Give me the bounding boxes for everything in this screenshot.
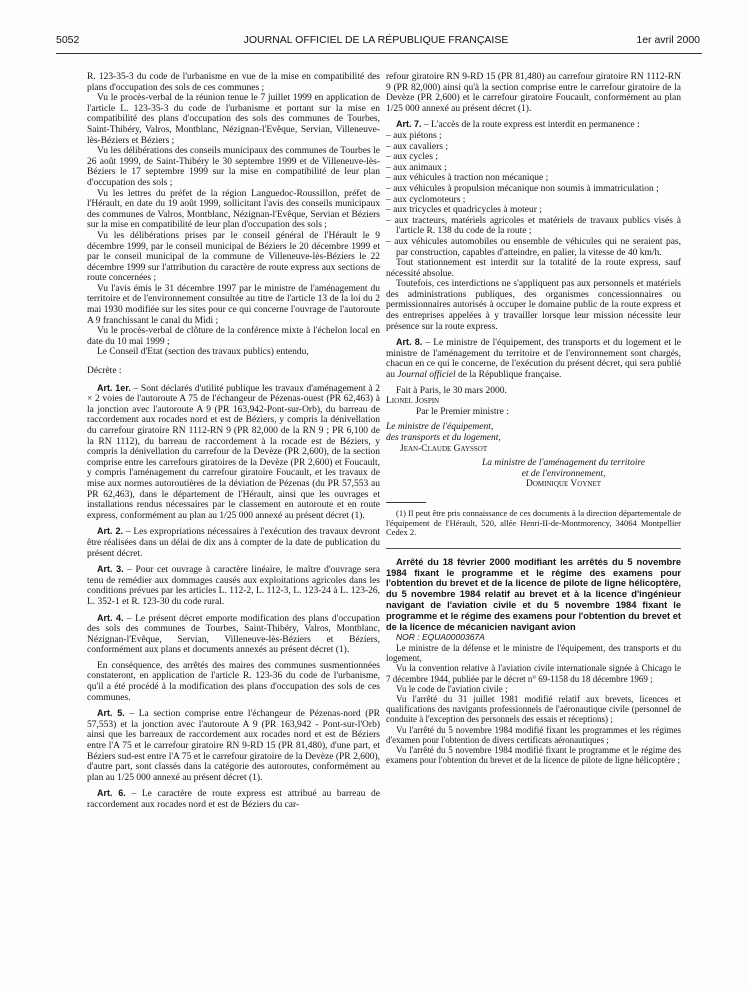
article-label: Art. 3. bbox=[97, 564, 124, 575]
visa-paragraph: Vu les délibérations des conseils municipaux des communes de Tourbes le 26 août 1999, de Saint-Thibéry le 30 septembre 1999 et de Villeneuve-lès-Béziers le 17 septembre 1999 sur la mise en compatibilité de leur plan d'occupation des sols ; bbox=[87, 146, 380, 188]
article-label: Art. 4. bbox=[97, 612, 124, 623]
visa-paragraph: R. 123-35-3 du code de l'urbanisme en vue de la mise en compatibilité des plans d'occupation des sols de ces communes ; bbox=[87, 72, 380, 93]
fait-a-paris: Fait à Paris, le 30 mars 2000. bbox=[396, 385, 507, 396]
article-2 bbox=[87, 526, 380, 559]
minister-title: La ministre de l'aménagement du territoire bbox=[481, 458, 646, 469]
article-text: – Pour cet ouvrage à caractère linéaire, le maître d'ouvrage sera tenu de remédier aux dommages causés aux exploitations agricoles dans les conditions prévues par les articles L. 112-2, L. 112-3, L. 123-24 à L. 123-26, L. 352-1 et R. 123-30 du code rural. bbox=[87, 565, 380, 607]
nor-reference: NOR : EQUA0000367A bbox=[396, 632, 485, 643]
article-text: – Le présent décret emporte modification des plans d'occupation des sols des communes de Tourbes, Saint-Thibéry, Valros, Montblanc, Nézignan-l'Evêque, Servian, Villeneuve-lès-Béziers et Béziers, conformément aux plans et documents annexés au présent décret (1). bbox=[87, 613, 380, 656]
signature-prime-minister: Lionel Jospin bbox=[386, 396, 440, 407]
footnote: (1) Il peut être pris connaissance de ces documents à la direction départementale de l'équipement de l'Hérault, 520, allée Henri-II-de-Montmorency, 34064 Montpellier Cedex 2. bbox=[386, 507, 681, 538]
article-4 bbox=[87, 613, 380, 656]
visa-paragraph: Vu le procès-verbal de clôture de la conférence mixte à l'échelon local en date du 10 mai 1999 ; bbox=[87, 326, 380, 347]
list-item: – aux véhicules automobiles ou ensemble de véhicules qui ne seraient pas, par construction, capables d'atteindre, en palier, la vitesse de 40 km/h. bbox=[386, 236, 681, 258]
arrete-title: Arrêté du 18 février 2000 modifiant les arrêtés du 5 novembre 1984 fixant le programme et le régime des examens pour l'obtention du brevet et de la licence de pilote de ligne hélicoptère, du 5 novembre 1984 relatif au brevet et à la licence d'ingénieur navigant de l'aviation civile et du 5 novembre 1984 fixant le programme et le régime des examens pour l'obtention du brevet et de la licence de mécanicien navigant avion bbox=[386, 556, 681, 632]
list-item: – aux piétons ; bbox=[386, 130, 442, 141]
article-text: – Le caractère de route express est attribué au barreau de raccordement aux rocades nord et est de Béziers du car- bbox=[87, 789, 380, 810]
paragraph: Toutefois, ces interdictions ne s'appliquent pas aux personnels et matériels des administrations publiques, des organismes concessionnaires ou permissionnaires autorisés à occuper le domaine public de la route express et des entreprises appelées à y travailler lorsque leur mission nécessite leur présence sur la route express. bbox=[386, 279, 681, 332]
arrete-visa: Vu la convention relative à l'aviation civile internationale signée à Chicago le 7 décembre 1944, publiée par le décret n° 69-1158 du 18 décembre 1969 ; bbox=[386, 663, 681, 684]
prohibition-list bbox=[386, 131, 681, 258]
list-item: – aux cycles ; bbox=[386, 152, 438, 163]
article-label: Art. 8. bbox=[396, 337, 423, 348]
article-6 bbox=[87, 788, 380, 810]
article-5 bbox=[87, 708, 380, 783]
minister-title: et de l'environnement, bbox=[521, 468, 606, 479]
article-text: – L'accès de la route express est interdit en permanence : bbox=[421, 120, 640, 131]
left-column bbox=[87, 72, 380, 811]
article-label: Art. 5. bbox=[97, 708, 125, 719]
list-item: – aux véhicules à propulsion mécanique non soumis à immatriculation ; bbox=[386, 183, 659, 194]
list-item: – aux tracteurs, matériels agricoles et matériels de travaux publics visés à l'article R. 138 du code de la route ; bbox=[386, 215, 681, 237]
arrete-visa: Vu l'arrêté du 31 juillet 1981 modifié relatif aux brevets, licences et qualifications des navigants professionnels de l'aéronautique civile (personnel de conduite à l'exception des personnels des essais et réceptions) ; bbox=[386, 693, 681, 725]
par-premier-ministre: Par le Premier ministre : bbox=[416, 406, 509, 417]
list-item: – aux cavaliers ; bbox=[386, 141, 448, 152]
arrete-intro: Le ministre de la défense et le ministre de l'équipement, des transports et du logement, bbox=[386, 642, 681, 664]
list-item: – aux tricycles et quadricycles à moteur ; bbox=[386, 205, 542, 216]
right-column bbox=[386, 72, 681, 765]
article-label: Art. 1er. bbox=[97, 382, 131, 393]
footnote-rule bbox=[386, 502, 426, 503]
visa-paragraph: Vu les lettres du préfet de la région Languedoc-Roussillon, préfet de l'Hérault, en date du 19 août 1999, sollicitant l'avis des conseils municipaux des communes de Valros, Montblanc, Nézignan-l'Evêque, Servian et Béziers sur la mise en compatibilité de leur plan d'occupation des sols ; bbox=[87, 188, 380, 231]
article-text: – Le ministre de l'équipement, des transports et du logement et le ministre de l'aménagement du territoire et de l'environnement sont chargés, chacun en ce qui le concerne, de l'exécution du présent décret, qui sera publié au bbox=[386, 338, 681, 381]
minister-title: Le ministre de l'équipement, bbox=[386, 422, 494, 433]
list-item: – aux animaux ; bbox=[386, 162, 447, 173]
article-3 bbox=[87, 564, 380, 607]
article-8 bbox=[386, 337, 681, 380]
list-item: – aux cyclomoteurs ; bbox=[386, 194, 466, 205]
section-divider bbox=[386, 548, 681, 549]
article-text: – La section comprise entre l'échangeur de Pézenas-nord (PR 57,553) et la jonction avec l'autoroute A 9 (PR 163,942 - Pont-sur-l'Orb) ainsi que les barreaux de raccordement aux rocades nord et est de Béziers entre l'A 75 et le carrefour giratoire RN 9-RD 15 (PR 81,480), d'une part, et Béziers sud-est entre l'A 75 et le carrefour giratoire de la Devèze (PR 2,600), d'autre part, sont classés dans la catégorie des autoroutes, conformément au plan au 1/25 000 annexé au présent décret (1). bbox=[87, 709, 380, 783]
article-text: – Les expropriations nécessaires à l'exécution des travaux devront être réalisées dans un délai de dix ans à compter de la date de publication du présent décret. bbox=[87, 527, 380, 559]
article-4-continuation: En conséquence, des arrêtés des maires des communes susmentionnées constateront, en application de l'article R. 123-36 du code de l'urbanisme, qu'il a été procédé à la modification des plans d'occupation des sols de ces communes. bbox=[87, 660, 380, 703]
list-item: – aux véhicules à traction non mécanique ; bbox=[386, 173, 549, 184]
article-text: – Sont déclarés d'utilité publique les travaux d'aménagement à 2 × 2 voies de l'autoroute A 75 de l'échangeur de Pézenas-ouest (PR 62,463) à la jonction avec l'autoroute A 9 (PR 163,942-Pont-sur-Orb), du barreau de raccordement aux rocades nord et est de Béziers, y compris la dénivellation du carrefour giratoire RN 1112-RN 9 (PR 82,000 de la RN 9 ; PR 6,100 de la RN 1112), du barreau de raccordement à la rocade est de Béziers, y compris la dénivellation du carrefour de la Devèze (PR 2,600), de la section comprise entre les carrefours giratoires de la Devèze (PR 2,600) et Foucault, y compris l'aménagement du carrefour giratoire Foucault, et les travaux de mise aux normes autoroutières de la déviation de Pézenas (du PR 57,553 au PR 62,463), dans le département de l'Hérault, ainsi que les ouvrages et installations rendus nécessaires par le classement en autoroute et en route express, conformément au plan au 1/25 000 annexé au présent décret (1). bbox=[87, 383, 380, 521]
paragraph: Tout stationnement est interdit sur la totalité de la route express, sauf nécessité absolue. bbox=[386, 258, 681, 279]
issue-date: 1er avril 2000 bbox=[636, 34, 700, 46]
arrete-visa: Vu l'arrêté du 5 novembre 1984 modifié fixant le programme et le régime des examens pour l'obtention du brevet et de la licence de pilote de ligne hélicoptère ; bbox=[386, 744, 681, 766]
page-header bbox=[52, 34, 700, 48]
article-1 bbox=[87, 383, 380, 522]
decrete-heading: Décrète : bbox=[87, 366, 122, 377]
visa-paragraph: Vu le procès-verbal de la réunion tenue le 7 juillet 1999 en application de l'article L. 123-35-3 du code de l'urbanisme et portant sur la mise en compatibilité des plans d'occupation des sols des communes de Tourbes, Saint-Thibéry, Valros, Montblanc, Nézignan-l'Evêque, Servian, Villeneuve-lès-Béziers et Béziers ; bbox=[87, 93, 380, 146]
visa-paragraph: Vu les délibérations prises par le conseil général de l'Hérault le 9 décembre 1999, par le conseil municipal de Béziers le 20 décembre 1999 et par le conseil municipal de la commune de Villeneuve-lès-Béziers le 22 décembre 1999 sur l'attribution du caractère de route express aux sections de route concernées ; bbox=[87, 230, 380, 284]
article-label: Art. 7. bbox=[396, 119, 422, 130]
visa-paragraph: Vu l'avis émis le 31 décembre 1997 par le ministre de l'aménagement du territoire et de l'environnement consultée au titre de l'article 13 de la loi du 2 mai 1930 modifiée sur les sites pour ce qui concerne l'ouvrage de l'autoroute A 9 franchissant le canal du Midi ; bbox=[87, 283, 380, 326]
journal-title: JOURNAL OFFICIEL DE LA RÉPUBLIQUE FRANÇAISE bbox=[243, 34, 509, 46]
article-label: Art. 6. bbox=[97, 788, 126, 799]
visa-paragraph: Le Conseil d'Etat (section des travaux publics) entendu, bbox=[97, 347, 309, 358]
arrete-visa: Vu l'arrêté du 5 novembre 1984 modifié fixant les programmes et les régimes d'examen pour l'obtention de divers certificats aéronautiques ; bbox=[386, 724, 681, 745]
journal-reference: Journal officiel bbox=[397, 370, 456, 381]
article-6-continuation: refour giratoire RN 9-RD 15 (PR 81,480) au carrefour giratoire RN 1112-RN 9 (PR 82,000) ainsi qu'à la section comprise entre le carrefour giratoire de la Devèze (PR 2,600) et le carrefour giratoire Foucault, conformément au plan 1/25 000 annexé au présent décret (1). bbox=[386, 72, 681, 114]
minister-name: Dominique Voynet bbox=[525, 479, 602, 490]
page-number: 5052 bbox=[56, 34, 80, 46]
article-label: Art. 2. bbox=[97, 526, 123, 537]
minister-title: des transports et du logement, bbox=[386, 433, 501, 443]
article-text: de la République française. bbox=[455, 370, 562, 381]
header-rule bbox=[56, 53, 702, 54]
arrete-visa: Vu le code de l'aviation civile ; bbox=[396, 683, 508, 694]
article-7 bbox=[386, 119, 681, 131]
minister-name: Jean-Claude Gayssot bbox=[400, 443, 488, 454]
